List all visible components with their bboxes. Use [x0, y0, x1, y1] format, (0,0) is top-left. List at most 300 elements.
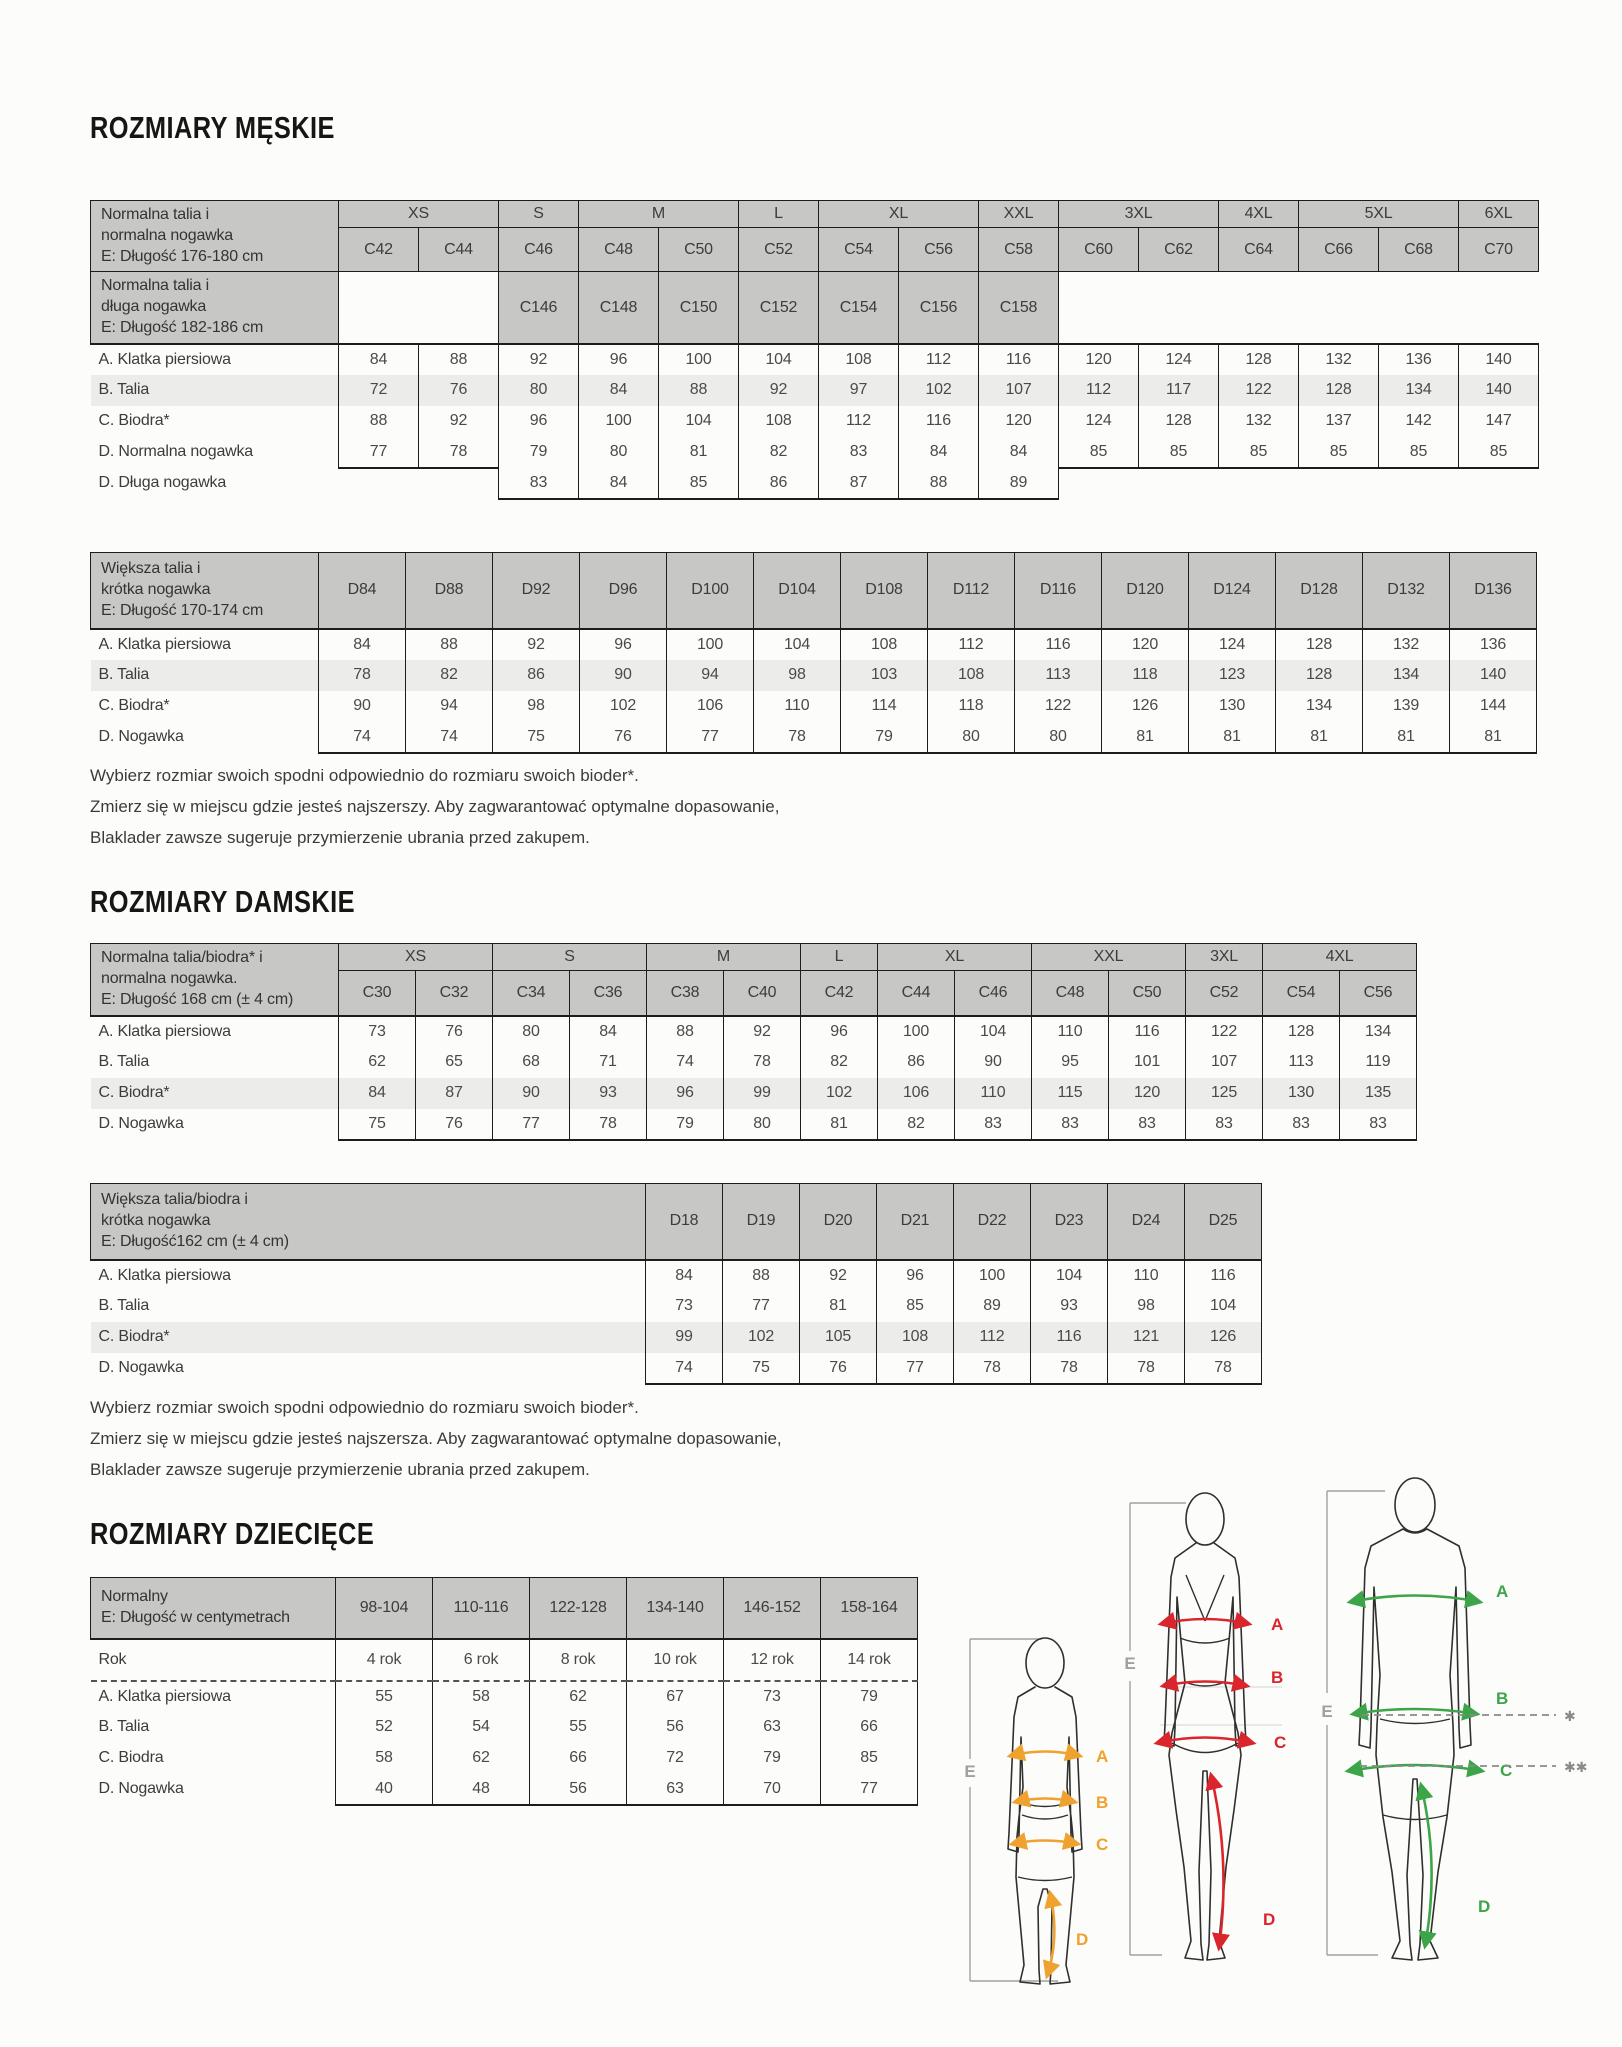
size-value: 80 — [724, 1109, 801, 1140]
age-row-label: Rok — [91, 1639, 336, 1681]
size-code: D25 — [1185, 1184, 1262, 1260]
size-value: 86 — [878, 1047, 955, 1078]
table-row — [91, 629, 1537, 660]
size-value: 112 — [954, 1322, 1031, 1353]
measure-arrow-a — [1161, 1619, 1249, 1624]
size-value: 89 — [954, 1291, 1031, 1322]
size-value: 124 — [1189, 629, 1276, 660]
size-code: D23 — [1031, 1184, 1108, 1260]
size-value: 81 — [1102, 722, 1189, 753]
size-value: 85 — [1059, 437, 1139, 468]
size-value: 110 — [955, 1078, 1032, 1109]
size-code: C68 — [1379, 228, 1459, 272]
size-group-header: XS — [339, 201, 499, 228]
size-value: 70 — [724, 1774, 821, 1805]
size-value: 83 — [1186, 1109, 1263, 1140]
size-group-header: M — [579, 201, 739, 228]
size-value: 79 — [647, 1109, 724, 1140]
note-line: Blaklader zawsze sugeruje przymierzenie ubrania przed zakupem. — [90, 828, 590, 847]
measure-arrow-d — [1211, 1775, 1224, 1948]
size-value: 102 — [580, 691, 667, 722]
size-value: 79 — [841, 722, 928, 753]
size-table — [90, 552, 1537, 754]
size-value: 55 — [530, 1712, 627, 1743]
measure-letter-b: B — [1496, 1689, 1509, 1708]
table-row — [91, 1322, 1262, 1353]
size-value: 74 — [406, 722, 493, 753]
measure-arrow-b — [1015, 1799, 1075, 1803]
children-size-table — [90, 1577, 918, 1806]
size-value: 83 — [1032, 1109, 1109, 1140]
figure-detail — [1018, 1877, 1072, 1881]
size-value: 54 — [433, 1712, 530, 1743]
age-value: 6 rok — [433, 1639, 530, 1681]
size-value: 81 — [659, 437, 739, 468]
women-sizes-title: ROZMIARY DAMSKIE — [90, 884, 356, 919]
size-value: 128 — [1139, 406, 1219, 437]
size-code: C54 — [819, 228, 899, 272]
size-code: D124 — [1189, 553, 1276, 629]
size-value: 90 — [493, 1078, 570, 1109]
size-code: D132 — [1363, 553, 1450, 629]
size-value: 96 — [580, 629, 667, 660]
age-value: 14 rok — [821, 1639, 918, 1681]
size-value: 56 — [627, 1712, 724, 1743]
size-value: 77 — [877, 1353, 954, 1384]
size-value: 80 — [928, 722, 1015, 753]
size-code: C30 — [339, 971, 416, 1016]
size-code: D116 — [1015, 553, 1102, 629]
size-value: 81 — [800, 1291, 877, 1322]
size-value: 101 — [1109, 1047, 1186, 1078]
size-value: 58 — [336, 1743, 433, 1774]
size-code: C56 — [899, 228, 979, 272]
size-value: 77 — [339, 437, 419, 468]
size-value: 72 — [339, 375, 419, 406]
figure-outline — [1359, 1529, 1471, 1960]
size-value: 81 — [1450, 722, 1537, 753]
size-value: 96 — [801, 1016, 878, 1047]
measure-label: A. Klatka piersiowa — [91, 1016, 339, 1047]
size-value: 84 — [319, 629, 406, 660]
size-value: 132 — [1363, 629, 1450, 660]
size-value: 122 — [1219, 375, 1299, 406]
size-group-header: XL — [819, 201, 979, 228]
size-value: 85 — [1139, 437, 1219, 468]
table-row — [91, 691, 1537, 722]
size-value: 90 — [955, 1047, 1032, 1078]
size-value: 78 — [724, 1047, 801, 1078]
note-line: Zmierz się w miejscu gdzie jesteś najszersza. Aby zagwarantować optymalne dopasowanie, — [90, 1429, 782, 1448]
note-line: Wybierz rozmiar swoich spodni odpowiednio do rozmiaru swoich bioder*. — [90, 766, 639, 785]
size-value: 118 — [1102, 660, 1189, 691]
measure-letter-d: D — [1263, 1910, 1276, 1929]
figure-head — [1186, 1493, 1224, 1545]
size-value: 85 — [1219, 437, 1299, 468]
size-code: C38 — [647, 971, 724, 1016]
table-corner-label: Normalny E: Długość w centymetrach — [91, 1578, 336, 1639]
size-table — [90, 200, 1539, 500]
men-normal-waist-table — [90, 200, 1539, 500]
size-group-header: XXL — [979, 201, 1059, 228]
size-value: 116 — [1015, 629, 1102, 660]
size-value: 85 — [1379, 437, 1459, 468]
size-group-header: 4XL — [1263, 944, 1417, 971]
size-code: C44 — [419, 228, 499, 272]
table-row — [91, 375, 1539, 406]
height-letter-e: E — [964, 1762, 976, 1781]
figure-head — [1026, 1638, 1064, 1688]
size-value: 140 — [1450, 660, 1537, 691]
children-sizes-title: ROZMIARY DZIECIĘCE — [90, 1516, 375, 1551]
size-value: 112 — [819, 406, 899, 437]
size-value: 82 — [739, 437, 819, 468]
size-value: 85 — [1299, 437, 1379, 468]
measurement-figures — [930, 1425, 1622, 2047]
figure-head — [1395, 1478, 1435, 1532]
size-value: 102 — [723, 1322, 800, 1353]
men-note — [90, 760, 779, 853]
size-value: 77 — [723, 1291, 800, 1322]
women-note — [90, 1392, 782, 1485]
size-code: C48 — [1032, 971, 1109, 1016]
size-value: 79 — [724, 1743, 821, 1774]
size-code: D18 — [646, 1184, 723, 1260]
size-value: 66 — [821, 1712, 918, 1743]
table-row — [91, 1743, 918, 1774]
size-value: 126 — [1185, 1322, 1262, 1353]
size-code: D84 — [319, 553, 406, 629]
size-code: C64 — [1219, 228, 1299, 272]
measure-letter-b: B — [1096, 1793, 1109, 1812]
age-value: 12 rok — [724, 1639, 821, 1681]
size-code: C156 — [899, 272, 979, 344]
size-value: 134 — [1340, 1016, 1417, 1047]
measure-letter-c: C — [1500, 1761, 1513, 1780]
size-value: 100 — [659, 344, 739, 375]
size-code: D24 — [1108, 1184, 1185, 1260]
size-value: 74 — [647, 1047, 724, 1078]
size-value: 128 — [1276, 629, 1363, 660]
size-code: D120 — [1102, 553, 1189, 629]
size-value: 82 — [406, 660, 493, 691]
size-table — [90, 943, 1417, 1141]
figure-detail — [1186, 1575, 1224, 1621]
table-row — [91, 468, 1539, 499]
size-value: 85 — [659, 468, 739, 499]
height-letter-e: E — [1124, 1654, 1136, 1673]
size-code: D22 — [954, 1184, 1031, 1260]
table-row — [91, 344, 1539, 375]
size-group-header: 3XL — [1059, 201, 1219, 228]
size-value: 92 — [499, 344, 579, 375]
table-row — [91, 660, 1537, 691]
size-code: 158-164 — [821, 1578, 918, 1639]
size-value: 89 — [979, 468, 1059, 499]
size-value: 114 — [841, 691, 928, 722]
measure-label: D. Nogawka — [98, 728, 184, 745]
size-code: C50 — [659, 228, 739, 272]
size-value: 92 — [493, 629, 580, 660]
size-value: 81 — [1276, 722, 1363, 753]
size-value: 88 — [723, 1260, 800, 1291]
size-value: 120 — [1059, 344, 1139, 375]
size-value: 88 — [339, 406, 419, 437]
size-code: C50 — [1109, 971, 1186, 1016]
women-larger-waist-table — [90, 1183, 1262, 1385]
measure-arrow-d — [1047, 1893, 1054, 1976]
table-row — [91, 1774, 918, 1805]
size-table — [90, 1577, 918, 1806]
size-code: D128 — [1276, 553, 1363, 629]
size-code: 98-104 — [336, 1578, 433, 1639]
size-code: C60 — [1059, 228, 1139, 272]
figure-outline — [1008, 1687, 1082, 1984]
size-value: 80 — [493, 1016, 570, 1047]
size-value: 120 — [979, 406, 1059, 437]
size-value: 99 — [646, 1322, 723, 1353]
measure-label: A. Klatka piersiowa — [91, 629, 319, 660]
measure-label: A. Klatka piersiowa — [91, 344, 339, 375]
size-value: 118 — [928, 691, 1015, 722]
size-value: 112 — [899, 344, 979, 375]
measure-letter-d: D — [1076, 1930, 1089, 1949]
size-value: 90 — [319, 691, 406, 722]
note-line: Blaklader zawsze sugeruje przymierzenie ubrania przed zakupem. — [90, 1460, 590, 1479]
table-corner-label: Normalna talia i normalna nogawka E: Długość 176-180 cm — [91, 201, 339, 272]
size-code: C150 — [659, 272, 739, 344]
size-value: 88 — [419, 344, 499, 375]
size-value: 116 — [899, 406, 979, 437]
size-value: 105 — [800, 1322, 877, 1353]
size-value: 86 — [739, 468, 819, 499]
size-value: 73 — [724, 1681, 821, 1712]
size-value: 112 — [928, 629, 1015, 660]
figure-detail — [1380, 1719, 1450, 1724]
size-code: C66 — [1299, 228, 1379, 272]
size-value: 108 — [819, 344, 899, 375]
size-value: 88 — [659, 375, 739, 406]
note-line: Wybierz rozmiar swoich spodni odpowiednio do rozmiaru swoich bioder*. — [90, 1398, 639, 1417]
size-value: 83 — [499, 468, 579, 499]
size-value: 140 — [1459, 375, 1539, 406]
size-code: C70 — [1459, 228, 1539, 272]
size-code: D21 — [877, 1184, 954, 1260]
size-value: 137 — [1299, 406, 1379, 437]
size-value: 108 — [739, 406, 819, 437]
men-larger-waist-table — [90, 552, 1537, 754]
size-value: 116 — [1109, 1016, 1186, 1047]
measure-letter-a: A — [1096, 1747, 1109, 1766]
measure-letter-c: C — [1274, 1733, 1287, 1752]
footnote-mark: ✱ — [1564, 1709, 1576, 1725]
size-value: 98 — [1108, 1291, 1185, 1322]
size-value: 92 — [739, 375, 819, 406]
size-value: 136 — [1379, 344, 1459, 375]
size-value: 92 — [419, 406, 499, 437]
table-corner-label: Większa talia i krótka nogawka E: Długość 170-174 cm — [91, 553, 319, 629]
size-value: 134 — [1379, 375, 1459, 406]
size-value: 119 — [1340, 1047, 1417, 1078]
size-value: 121 — [1108, 1322, 1185, 1353]
size-value: 90 — [580, 660, 667, 691]
size-value: 104 — [739, 344, 819, 375]
size-code: 134-140 — [627, 1578, 724, 1639]
size-value: 140 — [1459, 344, 1539, 375]
size-group-header: S — [493, 944, 647, 971]
size-code: C34 — [493, 971, 570, 1016]
size-value: 99 — [724, 1078, 801, 1109]
size-value: 110 — [754, 691, 841, 722]
size-code: C52 — [1186, 971, 1263, 1016]
size-value: 102 — [801, 1078, 878, 1109]
size-code: D96 — [580, 553, 667, 629]
size-value: 110 — [1108, 1260, 1185, 1291]
size-value: 83 — [955, 1109, 1032, 1140]
size-value: 107 — [979, 375, 1059, 406]
size-code: C154 — [819, 272, 899, 344]
size-value: 104 — [754, 629, 841, 660]
size-value: 136 — [1450, 629, 1537, 660]
size-value: 113 — [1263, 1047, 1340, 1078]
size-value: 106 — [667, 691, 754, 722]
size-value: 65 — [416, 1047, 493, 1078]
size-code: D20 — [800, 1184, 877, 1260]
size-group-header: L — [801, 944, 878, 971]
size-value: 128 — [1263, 1016, 1340, 1047]
size-code: C158 — [979, 272, 1059, 344]
size-value: 84 — [570, 1016, 647, 1047]
size-value: 52 — [336, 1712, 433, 1743]
size-value: 80 — [499, 375, 579, 406]
size-group-header: L — [739, 201, 819, 228]
size-code: D100 — [667, 553, 754, 629]
size-value: 82 — [801, 1047, 878, 1078]
size-code: C58 — [979, 228, 1059, 272]
size-value: 130 — [1263, 1078, 1340, 1109]
size-value: 100 — [579, 406, 659, 437]
size-code: C56 — [1340, 971, 1417, 1016]
measure-label: C. Biodra* — [98, 412, 170, 430]
size-value: 78 — [954, 1353, 1031, 1384]
size-value: 83 — [819, 437, 899, 468]
table-row — [91, 722, 1537, 753]
size-code: C40 — [724, 971, 801, 1016]
size-value: 78 — [1185, 1353, 1262, 1384]
size-value: 142 — [1379, 406, 1459, 437]
measure-letter-c: C — [1096, 1835, 1109, 1854]
size-value: 62 — [433, 1743, 530, 1774]
figure-outline — [1164, 1543, 1246, 1960]
size-value: 87 — [819, 468, 899, 499]
size-code: D88 — [406, 553, 493, 629]
size-table — [90, 1183, 1262, 1385]
size-group-header: S — [499, 201, 579, 228]
measure-label: B. Talia — [91, 375, 339, 406]
measure-label: C. Biodra* — [98, 697, 170, 714]
size-code: C46 — [499, 228, 579, 272]
size-value: 128 — [1299, 375, 1379, 406]
size-value: 135 — [1340, 1078, 1417, 1109]
size-value: 104 — [1185, 1291, 1262, 1322]
table-corner-label: Normalna talia i długa nogawka E: Długość 182-186 cm — [91, 272, 339, 344]
size-value: 139 — [1363, 691, 1450, 722]
age-value: 10 rok — [627, 1639, 724, 1681]
size-value: 67 — [627, 1681, 724, 1712]
measure-letter-d: D — [1478, 1897, 1491, 1916]
size-code: D92 — [493, 553, 580, 629]
size-value: 126 — [1102, 691, 1189, 722]
measure-label: D. Normalna nogawka — [98, 443, 253, 461]
measure-letter-a: A — [1271, 1615, 1284, 1634]
measure-label: A. Klatka piersiowa — [98, 1687, 231, 1705]
table-row — [91, 406, 1539, 437]
measure-label: D. Nogawka — [98, 1780, 184, 1797]
size-value: 94 — [406, 691, 493, 722]
size-value: 96 — [499, 406, 579, 437]
size-value: 85 — [1459, 437, 1539, 468]
size-value: 122 — [1015, 691, 1102, 722]
size-value: 84 — [579, 468, 659, 499]
size-code: 110-116 — [433, 1578, 530, 1639]
size-value: 56 — [530, 1774, 627, 1805]
size-value: 74 — [319, 722, 406, 753]
size-group-header: XS — [339, 944, 493, 971]
size-value: 122 — [1186, 1016, 1263, 1047]
table-row — [91, 1712, 918, 1743]
size-value: 81 — [1189, 722, 1276, 753]
size-value: 79 — [499, 437, 579, 468]
size-value: 100 — [667, 629, 754, 660]
figure-detail — [1383, 1815, 1447, 1820]
size-value: 120 — [1102, 629, 1189, 660]
size-value: 82 — [878, 1109, 955, 1140]
size-code: C48 — [579, 228, 659, 272]
size-value: 85 — [877, 1291, 954, 1322]
measure-letter-a: A — [1496, 1582, 1509, 1601]
size-value: 116 — [1185, 1260, 1262, 1291]
measure-label: D. Nogawka — [98, 1359, 184, 1376]
size-value: 96 — [579, 344, 659, 375]
measure-letter-b: B — [1271, 1668, 1284, 1687]
size-value: 84 — [339, 1078, 416, 1109]
size-value: 76 — [419, 375, 499, 406]
size-value: 80 — [579, 437, 659, 468]
size-value: 80 — [1015, 722, 1102, 753]
size-value: 87 — [416, 1078, 493, 1109]
size-value: 132 — [1299, 344, 1379, 375]
measure-label: B. Talia — [98, 1297, 150, 1314]
size-code: C54 — [1263, 971, 1340, 1016]
age-value: 4 rok — [336, 1639, 433, 1681]
size-value: 110 — [1032, 1016, 1109, 1047]
woman-figure — [1124, 1493, 1286, 1960]
women-normal-waist-table — [90, 943, 1417, 1141]
man-figure — [1321, 1478, 1512, 1960]
size-value: 134 — [1363, 660, 1450, 691]
size-value: 108 — [928, 660, 1015, 691]
figure-detail — [1022, 1815, 1068, 1819]
size-value: 94 — [667, 660, 754, 691]
size-value: 108 — [841, 629, 928, 660]
height-letter-e: E — [1321, 1702, 1333, 1721]
size-code: C152 — [739, 272, 819, 344]
size-value: 77 — [667, 722, 754, 753]
size-code: C146 — [499, 272, 579, 344]
size-value: 125 — [1186, 1078, 1263, 1109]
size-value: 108 — [877, 1322, 954, 1353]
size-value: 93 — [1031, 1291, 1108, 1322]
